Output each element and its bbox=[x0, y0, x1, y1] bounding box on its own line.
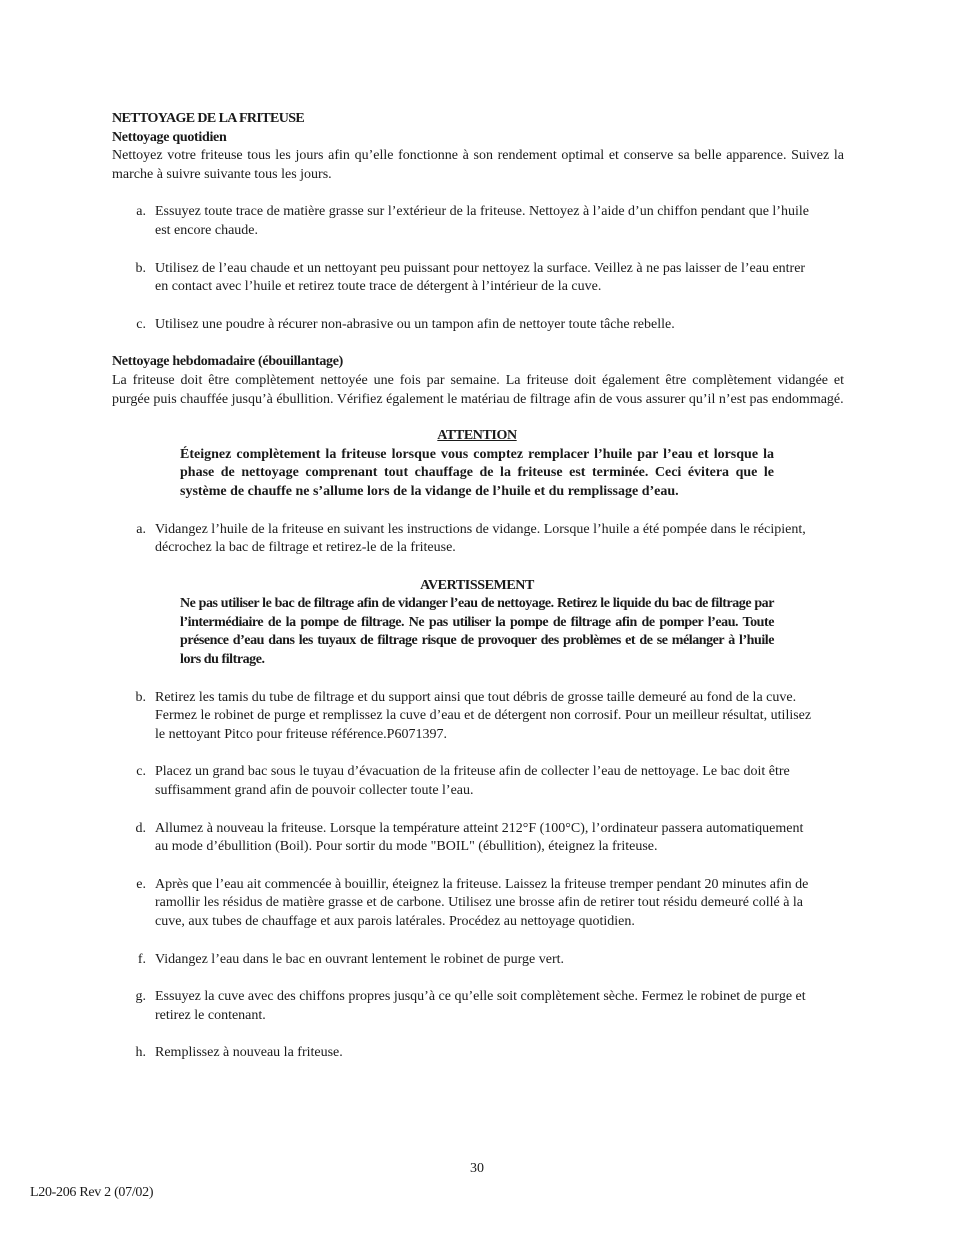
attention-text: Éteignez complètement la friteuse lorsque vous comptez remplacer l’huile par l’eau et lorsque la phase de nettoyage comprenant tout chauffage de la friteuse est terminée. Ceci évitera que le système de chauffe ne s’allume lors de la vidange de l’huile et du remplissage d’eau. bbox=[180, 446, 774, 499]
warning-notice bbox=[180, 577, 774, 670]
list-item bbox=[112, 689, 815, 745]
list-marker: d. bbox=[135, 820, 146, 836]
list-item-text: Vidangez l’eau dans le bac en ouvrant lentement le robinet de purge vert. bbox=[155, 951, 565, 967]
list-marker: f. bbox=[137, 951, 146, 967]
list-item-text: Utilisez de l’eau chaude et un nettoyant peu puissant pour nettoyez la surface. Veillez à ne pas laisser de l’eau entrer en contact avec l’huile et retirez toute trace de détergent à l’intérieur de la cuve. bbox=[155, 260, 806, 295]
list-item bbox=[112, 1044, 815, 1063]
list-item bbox=[112, 316, 815, 335]
list-item bbox=[112, 951, 815, 970]
list-marker: a. bbox=[136, 204, 146, 220]
page-title: NETTOYAGE DE LA FRITEUSE bbox=[112, 111, 305, 126]
daily-steps-list bbox=[112, 203, 844, 334]
list-item bbox=[112, 988, 815, 1025]
list-marker: b. bbox=[135, 260, 146, 276]
list-marker: c. bbox=[136, 316, 146, 332]
list-item bbox=[112, 260, 815, 297]
list-item-text: Après que l’eau ait commencée à bouillir, éteignez la friteuse. Laissez la friteuse tremper pendant 20 minutes afin de ramollir les résidus de matière grasse et de carbone. Utilisez une brosse afin de retirer tout résidu demeuré collé à la cuve, aux tubes de chauffage et aux parois latérales. Procédez au nettoyage quotidien. bbox=[155, 876, 809, 929]
daily-cleaning-intro: Nettoyez votre friteuse tous les jours afin qu’elle fonctionne à son rendement optimal et conserve sa belle apparence. Suivez la marche à suivre suivante tous les jours. bbox=[112, 148, 844, 182]
list-item bbox=[112, 203, 815, 240]
document-body bbox=[112, 110, 844, 1063]
list-item-text: Essuyez la cuve avec des chiffons propres jusqu’à ce qu’elle soit complètement sèche. Fermez le robinet de purge et retirez le contenant. bbox=[155, 989, 806, 1023]
warning-text: Ne pas utiliser le bac de filtrage afin de vidanger l’eau de nettoyage. Retirez le liquide du bac de filtrage par l’intermédiaire de la pompe de filtrage. Ne pas utiliser la pompe de filtrage afin de pomper l’eau. Toute présence d’eau dans les tuyaux de filtrage risque de provoquer des problèmes et de se mélanger à l’huile lors du filtrage. bbox=[180, 596, 774, 668]
document-code: L20-206 Rev 2 (07/02) bbox=[30, 1185, 154, 1200]
list-item-text: Placez un grand bac sous le tuyau d’évacuation de la friteuse afin de collecter l’eau de nettoyage. Le bac doit être suffisamment grand afin de pouvoir collecter toute l’eau. bbox=[155, 764, 790, 799]
list-marker: c. bbox=[136, 764, 146, 780]
list-item-text: Retirez les tamis du tube de filtrage et du support ainsi que tout débris de grosse taille demeuré au fond de la cuve. Fermez le robinet de purge et remplissez la cuve d’eau et de détergent non corrosif. Pour un meilleur résultat, utilisez le nettoyant Pitco pour friteuse référence.P6071397. bbox=[155, 689, 812, 742]
list-item bbox=[112, 763, 815, 800]
list-item-text: Essuyez toute trace de matière grasse sur l’extérieur de la friteuse. Nettoyez à l’aide d’un chiffon pendant que l’huile est encore chaude. bbox=[155, 204, 809, 238]
list-item-text: Remplissez à nouveau la friteuse. bbox=[155, 1045, 343, 1061]
list-marker: e. bbox=[136, 876, 146, 892]
list-item-text: Vidangez l’huile de la friteuse en suivant les instructions de vidange. Lorsque l’huile a été pompée dans le récipient, décrochez la bac de filtrage et retirez-le de la friteuse. bbox=[155, 521, 806, 556]
list-marker: g. bbox=[135, 989, 146, 1005]
weekly-steps-list bbox=[112, 689, 844, 1063]
list-item bbox=[112, 820, 815, 857]
weekly-step-a bbox=[112, 521, 844, 558]
list-marker: h. bbox=[135, 1045, 146, 1061]
list-item bbox=[112, 876, 815, 932]
attention-title: ATTENTION bbox=[437, 428, 517, 444]
page-number: 30 bbox=[470, 1161, 484, 1176]
list-marker: b. bbox=[135, 689, 146, 705]
daily-cleaning-heading: Nettoyage quotidien bbox=[112, 129, 227, 145]
list-marker: a. bbox=[136, 521, 146, 537]
list-item bbox=[112, 521, 815, 558]
weekly-cleaning-heading: Nettoyage hebdomadaire (ébouillantage) bbox=[112, 354, 343, 370]
list-item-text: Allumez à nouveau la friteuse. Lorsque la température atteint 212°F (100°C), l’ordinateur passera automatiquement au mode d’ébullition (Boil). Pour sortir du mode "BOIL" (ébullition), éteignez la friteuse. bbox=[155, 820, 804, 855]
list-item-text: Utilisez une poudre à récurer non-abrasive ou un tampon afin de nettoyer toute tâche rebelle. bbox=[155, 316, 675, 332]
weekly-cleaning-intro: La friteuse doit être complètement nettoyée une fois par semaine. La friteuse doit également être complètement vidangée et purgée puis chauffée jusqu’à ébullition. Vérifiez également le matériau de filtrage afin de vous assurer qu’il n’est pas endommagé. bbox=[112, 372, 844, 407]
warning-title: AVERTISSEMENT bbox=[420, 577, 534, 593]
attention-notice bbox=[180, 427, 774, 501]
